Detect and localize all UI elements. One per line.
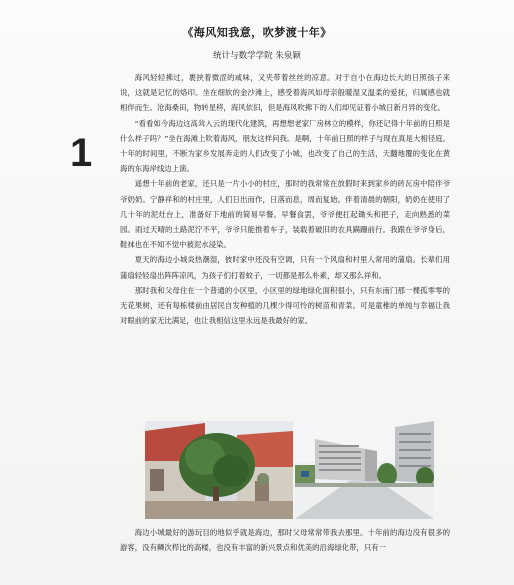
body-text: [120, 70, 450, 328]
photo-row: [145, 421, 434, 519]
document-title: 《海风知我意，吹梦渡十年》: [182, 26, 332, 39]
author-line: 统计与数学学院 朱泉颖: [213, 51, 301, 61]
village-courtyard-photo: [145, 421, 293, 519]
paragraph: “看看如今海边这高耸入云的现代化建筑，再想想老家厂房林立的模样，你还记得十年前的日照是什么样子吗？”坐在海滩上吹着海风，朋友这样问我。是啊，十年前日照的样子与现在真是大相径庭。十年的时间里，不断为家乡发展奔走的人们改变了小城，也改变了自己的生活，天翻地覆的变化在黄海的东海岸线边上演。: [120, 118, 450, 174]
paragraph: 海风轻轻拂过，裹挟着微涩的咸味，又夹带着丝丝的凉意。对于自小在海边长大的日照孩子来说，这就是记忆的烙印。坐在细软的金沙滩上，感受着海风如母亲般暖湿又温柔的爱抚，归属感也就相伴而生。沧海桑田，物转星移，海风依旧，但是海风吹拂下的人们却见证着小城日新月异的变化。: [120, 73, 450, 113]
apartment-street-icon: [295, 421, 434, 519]
paragraph: 遥想十年前的老家，还只是一片小小的村庄，那时的我常常在放假时来到家乡的砖瓦房中陪伴爷爷奶奶。宁静祥和的村庄里，人们日出而作，日落而息，周而复始。伴着清晨的朝阳，奶奶在使用了几十年的泥灶台上，准备好下地前的简易早餐。早餐食罢，爷爷便扛起锄头和把子，走向熟悉的菜园。雨过天晴的土路泥泞不平，爷爷只能推着车子，装载着破旧的农具蹒跚前行。我跟在爷爷身后，鞋袜也在不知不觉中被泥水浸染。: [120, 179, 450, 250]
tree-courtyard-icon: [145, 421, 293, 519]
paragraph: 那时我和父母住在一个普通的小区里，小区里的绿地绿化面积很小，只有东南门那一棵孤零零的无花果树，还有每栋楼前由居民自发种植的几棵少得可怜的树苗和青菜。可是童稚的单纯与幸福让我对眼前的家无比满足，也让我相信这里永远是我最好的家。: [120, 285, 450, 326]
bottom-text: [120, 525, 450, 555]
page-number: 1: [70, 131, 93, 175]
residential-street-photo: [295, 421, 434, 519]
paragraph: 夏天的海边小城炎热潮湿，彼时家中还没有空调，只有一个风扇和村里人常用的蒲扇。长辈们用蒲扇轻轻扇出阵阵凉风，为孩子们打着蚊子，一切都是那么朴素，却又那么祥和。: [120, 255, 450, 280]
paragraph: 海边小城最好的游玩目的地似乎就是海边，那时父母常常带我去那里。十年前的海边没有很多的游客，没有鳞次栉比的高楼，也没有丰富的新兴景点和优美的沿海绿化带，只有一: [120, 528, 450, 553]
